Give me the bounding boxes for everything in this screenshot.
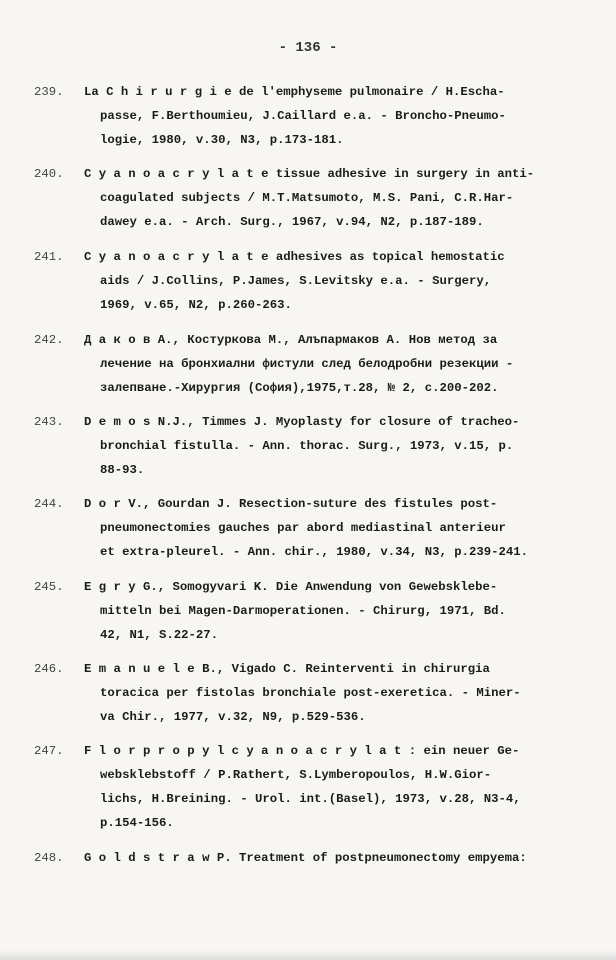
reference-line xyxy=(34,80,594,104)
reference-entry xyxy=(34,575,594,647)
reference-line xyxy=(34,492,594,516)
reference-line: lichs, H.Breining. - Urol. int.(Basel), 1973, v.28, N3-4, xyxy=(100,792,521,806)
reference-text: La C h i r u r g i e de l'emphyseme pulmonaire / H.Escha- xyxy=(84,85,505,99)
reference-line: 1969, v.65, N2, p.260-263. xyxy=(100,298,292,312)
reference-entry xyxy=(34,492,594,564)
reference-line: лечение на бронхиални фистули след белодробни резекции - xyxy=(100,357,514,371)
reference-line: websklebstoff / P.Rathert, S.Lymberopoulos, H.W.Gior- xyxy=(100,768,492,782)
reference-text: C y a n o a c r y l a t e tissue adhesive in surgery in anti- xyxy=(84,167,535,181)
reference-line xyxy=(34,575,594,599)
reference-line: pneumonectomies gauches par abord mediastinal anterieur xyxy=(100,521,506,535)
reference-text: C y a n o a c r y l a t e adhesives as topical hemostatic xyxy=(84,250,505,264)
reference-number: 246. xyxy=(34,662,64,676)
reference-entry xyxy=(34,328,594,400)
reference-number: 243. xyxy=(34,415,64,429)
page-number: - 136 - xyxy=(278,40,338,56)
reference-number: 248. xyxy=(34,851,64,865)
reference-line xyxy=(34,846,594,870)
reference-text: Д а к о в А., Костуркова М., Алъпармаков А. Нов метод за xyxy=(84,333,498,347)
reference-line xyxy=(34,245,594,269)
reference-entry xyxy=(34,80,594,152)
reference-line xyxy=(34,328,594,352)
reference-line: aids / J.Collins, P.James, S.Levitsky e.a. - Surgery, xyxy=(100,274,492,288)
reference-line: mitteln bei Magen-Darmoperationen. - Chirurg, 1971, Bd. xyxy=(100,604,506,618)
reference-entry xyxy=(34,245,594,317)
reference-line xyxy=(34,162,594,186)
reference-entry xyxy=(34,846,594,870)
reference-text: D e m o s N.J., Timmes J. Myoplasty for closure of tracheo- xyxy=(84,415,520,429)
reference-text: D o r V., Gourdan J. Resection-suture des fistules post- xyxy=(84,497,498,511)
reference-line: 42, N1, S.22-27. xyxy=(100,628,219,642)
reference-line: coagulated subjects / M.T.Matsumoto, M.S. Pani, C.R.Har- xyxy=(100,191,514,205)
reference-line: logie, 1980, v.30, N3, p.173-181. xyxy=(100,133,344,147)
reference-number: 241. xyxy=(34,250,64,264)
reference-text: E g r y G., Somogyvari K. Die Anwendung von Gewebsklebe- xyxy=(84,580,498,594)
reference-number: 244. xyxy=(34,497,64,511)
scan-bottom-edge xyxy=(0,950,616,960)
reference-number: 245. xyxy=(34,580,64,594)
reference-line: toracica per fistolas bronchiale post-exeretica. - Miner- xyxy=(100,686,521,700)
reference-line xyxy=(34,410,594,434)
reference-text: G o l d s t r a w P. Treatment of postpneumonectomy empyema: xyxy=(84,851,527,865)
reference-number: 240. xyxy=(34,167,64,181)
reference-entry xyxy=(34,162,594,234)
reference-number: 242. xyxy=(34,333,64,347)
reference-entry xyxy=(34,657,594,729)
reference-line xyxy=(34,739,594,763)
reference-line: bronchial fistulla. - Ann. thorac. Surg., 1973, v.15, p. xyxy=(100,439,514,453)
reference-entry xyxy=(34,410,594,482)
reference-text: F l o r p r o p y l c y a n o a c r y l a t : ein neuer Ge- xyxy=(84,744,520,758)
reference-number: 247. xyxy=(34,744,64,758)
reference-entry xyxy=(34,739,594,835)
reference-line xyxy=(34,657,594,681)
reference-line: залепване.-Хирургия (София),1975,т.28, № 2, с.200-202. xyxy=(100,381,499,395)
reference-line: va Chir., 1977, v.32, N9, p.529-536. xyxy=(100,710,366,724)
reference-text: E m a n u e l e B., Vigado C. Reinterventi in chirurgia xyxy=(84,662,490,676)
reference-line: 88-93. xyxy=(100,463,145,477)
reference-line: p.154-156. xyxy=(100,816,174,830)
reference-number: 239. xyxy=(34,85,64,99)
reference-line: dawey e.a. - Arch. Surg., 1967, v.94, N2, p.187-189. xyxy=(100,215,484,229)
reference-line: et extra-pleurel. - Ann. chir., 1980, v.34, N3, p.239-241. xyxy=(100,545,529,559)
reference-line: passe, F.Berthoumieu, J.Caillard e.a. - Broncho-Pneumo- xyxy=(100,109,506,123)
